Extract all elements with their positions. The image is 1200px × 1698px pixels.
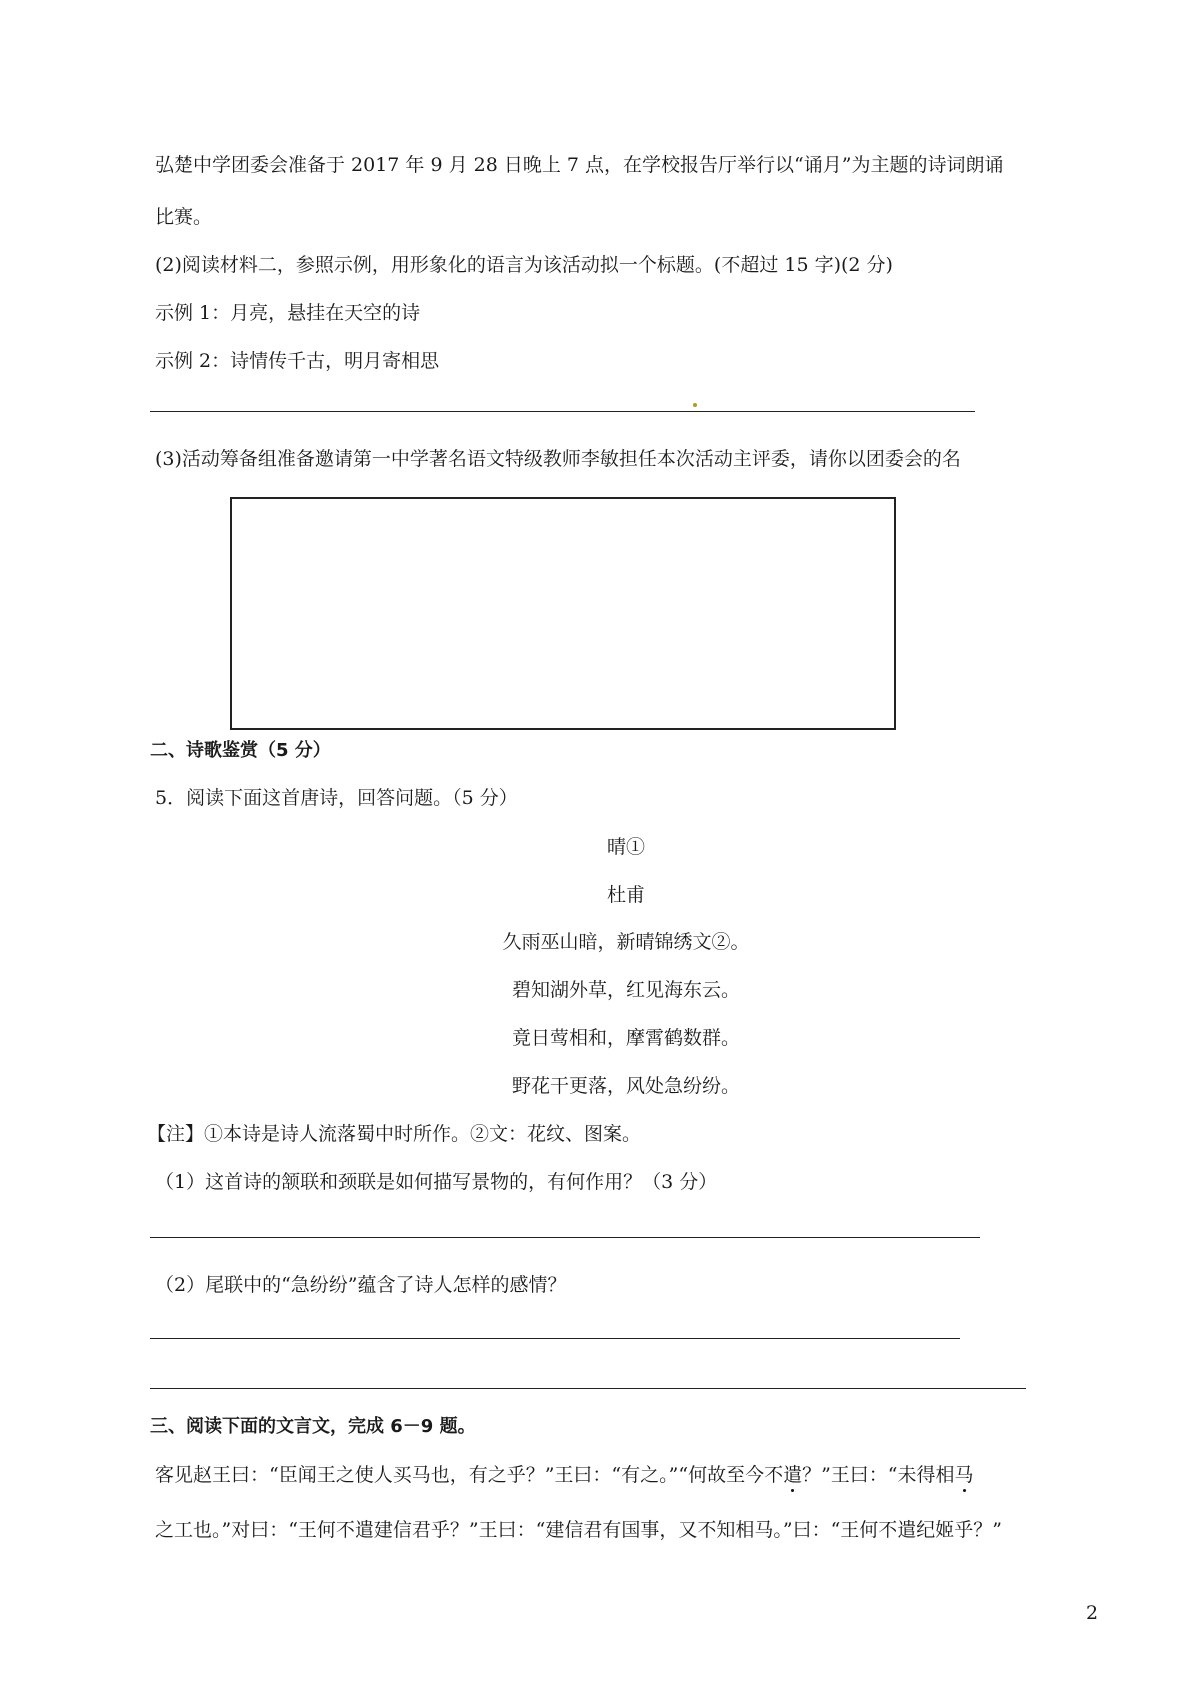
section-3-heading: 三、阅读下面的文言文，完成 6－9 题。	[150, 1416, 476, 1437]
answer-line	[150, 1388, 1026, 1389]
answer-box	[230, 497, 896, 730]
poem-line: 碧知湖外草，红见海东云。	[511, 979, 740, 1001]
poem-note: 【注】①本诗是诗人流落蜀中时所作。②文：花纹、图案。	[147, 1123, 642, 1145]
intro-line-1: 弘楚中学团委会准备于 2017 年 9 月 28 日晚上 7 点，在学校报告厅举行以“诵月”为主题的诗词朗诵	[155, 154, 1004, 176]
sub-question-2: （2）尾联中的“急纷纷”蕴含了诗人怎样的感情？	[155, 1274, 567, 1296]
answer-line	[150, 411, 975, 412]
sub-question-1: （1）这首诗的颔联和颈联是如何描写景物的，有何作用？（3 分）	[155, 1171, 718, 1193]
emphasized-character: 马	[954, 1464, 974, 1486]
example-2: 示例 2：诗情传千古，明月寄相思	[155, 350, 440, 372]
intro-line-2: 比赛。	[155, 206, 213, 228]
poem-title: 晴①	[606, 836, 645, 858]
answer-line	[150, 1338, 960, 1339]
example-1: 示例 1：月亮，悬挂在天空的诗	[155, 302, 421, 324]
poem-author: 杜甫	[606, 884, 645, 906]
poem-line: 久雨巫山暗，新晴锦绣文②。	[502, 931, 750, 953]
classical-text-segment: ？”王曰：“未得相	[802, 1464, 955, 1486]
classical-text-line-1	[155, 1462, 974, 1488]
poem-line: 竟日莺相和，摩霄鹤数群。	[511, 1027, 740, 1049]
classical-text-segment: 客见赵王曰：“臣闻王之使人买马也，有之乎？”王曰：“有之。”“何故至今不	[155, 1464, 784, 1486]
question-3-prompt: (3)活动筹备组准备邀请第一中学著名语文特级教师李敏担任本次活动主评委，请你以团委会的名	[155, 448, 961, 470]
page-number: 2	[1086, 1602, 1099, 1624]
question-5-prompt: 5．阅读下面这首唐诗，回答问题。（5 分）	[155, 787, 518, 809]
emphasized-character: 遣	[783, 1464, 803, 1486]
section-2-heading: 二、诗歌鉴赏（5 分）	[150, 740, 331, 761]
question-2-prompt: (2)阅读材料二，参照示例，用形象化的语言为该活动拟一个标题。(不超过 15 字)(2 分)	[155, 254, 893, 276]
stray-dot	[693, 403, 697, 407]
classical-text-line-2: 之工也。”对曰：“王何不遣建信君乎？”王曰：“建信君有国事，又不知相马。”曰：“王何不遣纪姬乎？”	[155, 1519, 1002, 1541]
answer-line	[150, 1237, 980, 1238]
poem-line: 野花干更落，风处急纷纷。	[511, 1075, 740, 1097]
